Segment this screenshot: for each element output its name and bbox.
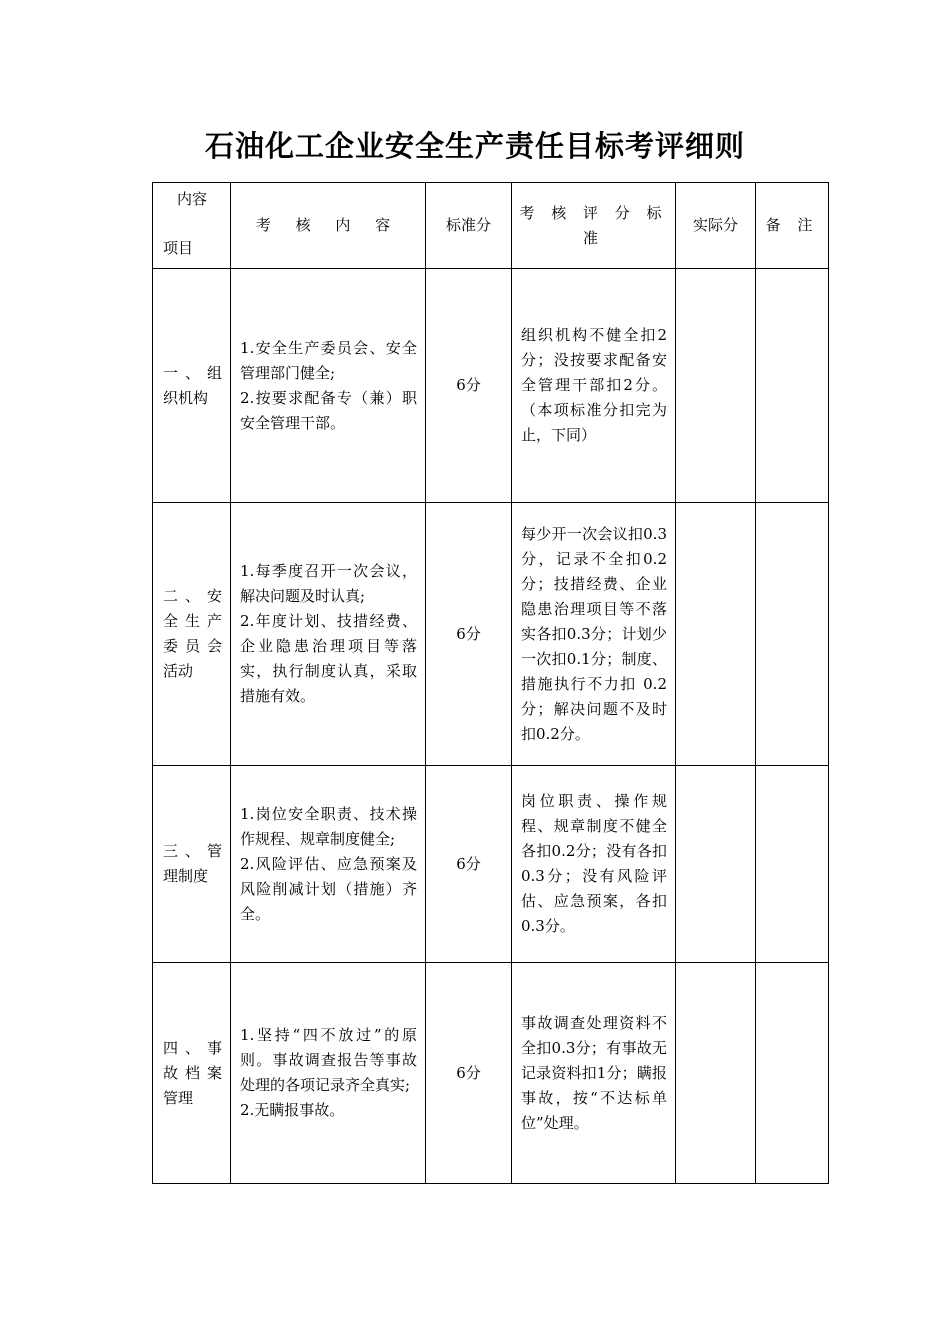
row-standard-score: 6分 — [426, 269, 512, 503]
row-standard-score: 6分 — [426, 766, 512, 963]
table-row — [153, 269, 829, 503]
evaluation-table — [152, 182, 829, 1184]
table-header-row — [153, 183, 829, 269]
row-item: 二、安全生产委员会活动 — [153, 503, 231, 766]
row-content — [231, 503, 426, 766]
row-content — [231, 963, 426, 1184]
table-row — [153, 963, 829, 1184]
page-title: 石油化工企业安全生产责任目标考评细则 — [204, 129, 745, 163]
row-criteria-text: 事故调查处理资料不全扣0.3分；有事故无记录资料扣1分；瞒报事故，按“不达标单位”处理。 — [521, 1013, 667, 1132]
row-remark — [756, 963, 829, 1184]
row-item: 一、组织机构 — [153, 269, 231, 503]
row-criteria-text: 组织机构不健全扣2分；没按要求配备安全管理干部扣2分。（本项标准分扣完为止，下同） — [521, 326, 667, 444]
table-row — [153, 766, 829, 963]
row-actual-score — [676, 503, 756, 766]
row-standard-score: 6分 — [426, 503, 512, 766]
row-criteria — [512, 963, 676, 1184]
row-criteria — [512, 269, 676, 503]
header-corner-content-label: 内容 — [177, 190, 208, 208]
row-item: 四、事故档案管理 — [153, 963, 231, 1184]
row-remark — [756, 503, 829, 766]
row-content-text: 1.每季度召开一次会议，解决问题及时认真; 2.年度计划、技措经费、企业隐患治理项目等落实，执行制度认真，采取措施有效。 — [240, 562, 417, 705]
row-content — [231, 269, 426, 503]
row-criteria-text: 岗位职责、操作规程、规章制度不健全各扣0.2分；没有各扣0.3分；没有风险评估、应急预案，各扣0.3分。 — [521, 792, 667, 935]
row-actual-score — [676, 963, 756, 1184]
header-standard-score: 标准分 — [426, 183, 512, 269]
row-criteria — [512, 503, 676, 766]
header-criteria: 考 核 评 分 标 准 — [512, 183, 676, 269]
row-content-text: 1.安全生产委员会、安全管理部门健全; 2.按要求配备专（兼）职安全管理干部。 — [240, 338, 417, 432]
table-row — [153, 503, 829, 766]
row-remark — [756, 269, 829, 503]
row-criteria-text: 每少开一次会议扣0.3分，记录不全扣0.2分；技措经费、企业隐患治理项目等不落实各扣0.3分；计划少一次扣0.1分；制度、措施执行不力扣 0.2分；解决问题不及时扣0.2分。 — [521, 524, 667, 743]
row-standard-score: 6分 — [426, 963, 512, 1184]
header-actual-score: 实际分 — [676, 183, 756, 269]
row-criteria — [512, 766, 676, 963]
row-remark — [756, 766, 829, 963]
row-content-text: 1.岗位安全职责、技术操作规程、规章制度健全; 2.风险评估、应急预案及风险削减计划（措施）齐全。 — [240, 804, 417, 923]
row-item: 三、管理制度 — [153, 766, 231, 963]
header-remarks: 备 注 — [756, 183, 829, 269]
row-content — [231, 766, 426, 963]
row-content-text: 1.坚持“四不放过”的原则。事故调查报告等事故处理的各项记录齐全真实; 2.无瞒报事故。 — [240, 1026, 417, 1119]
header-corner-cell — [153, 183, 231, 269]
row-actual-score — [676, 766, 756, 963]
header-corner-item-label: 项目 — [163, 239, 194, 257]
row-actual-score — [676, 269, 756, 503]
header-content: 考 核 内 容 — [231, 183, 426, 269]
